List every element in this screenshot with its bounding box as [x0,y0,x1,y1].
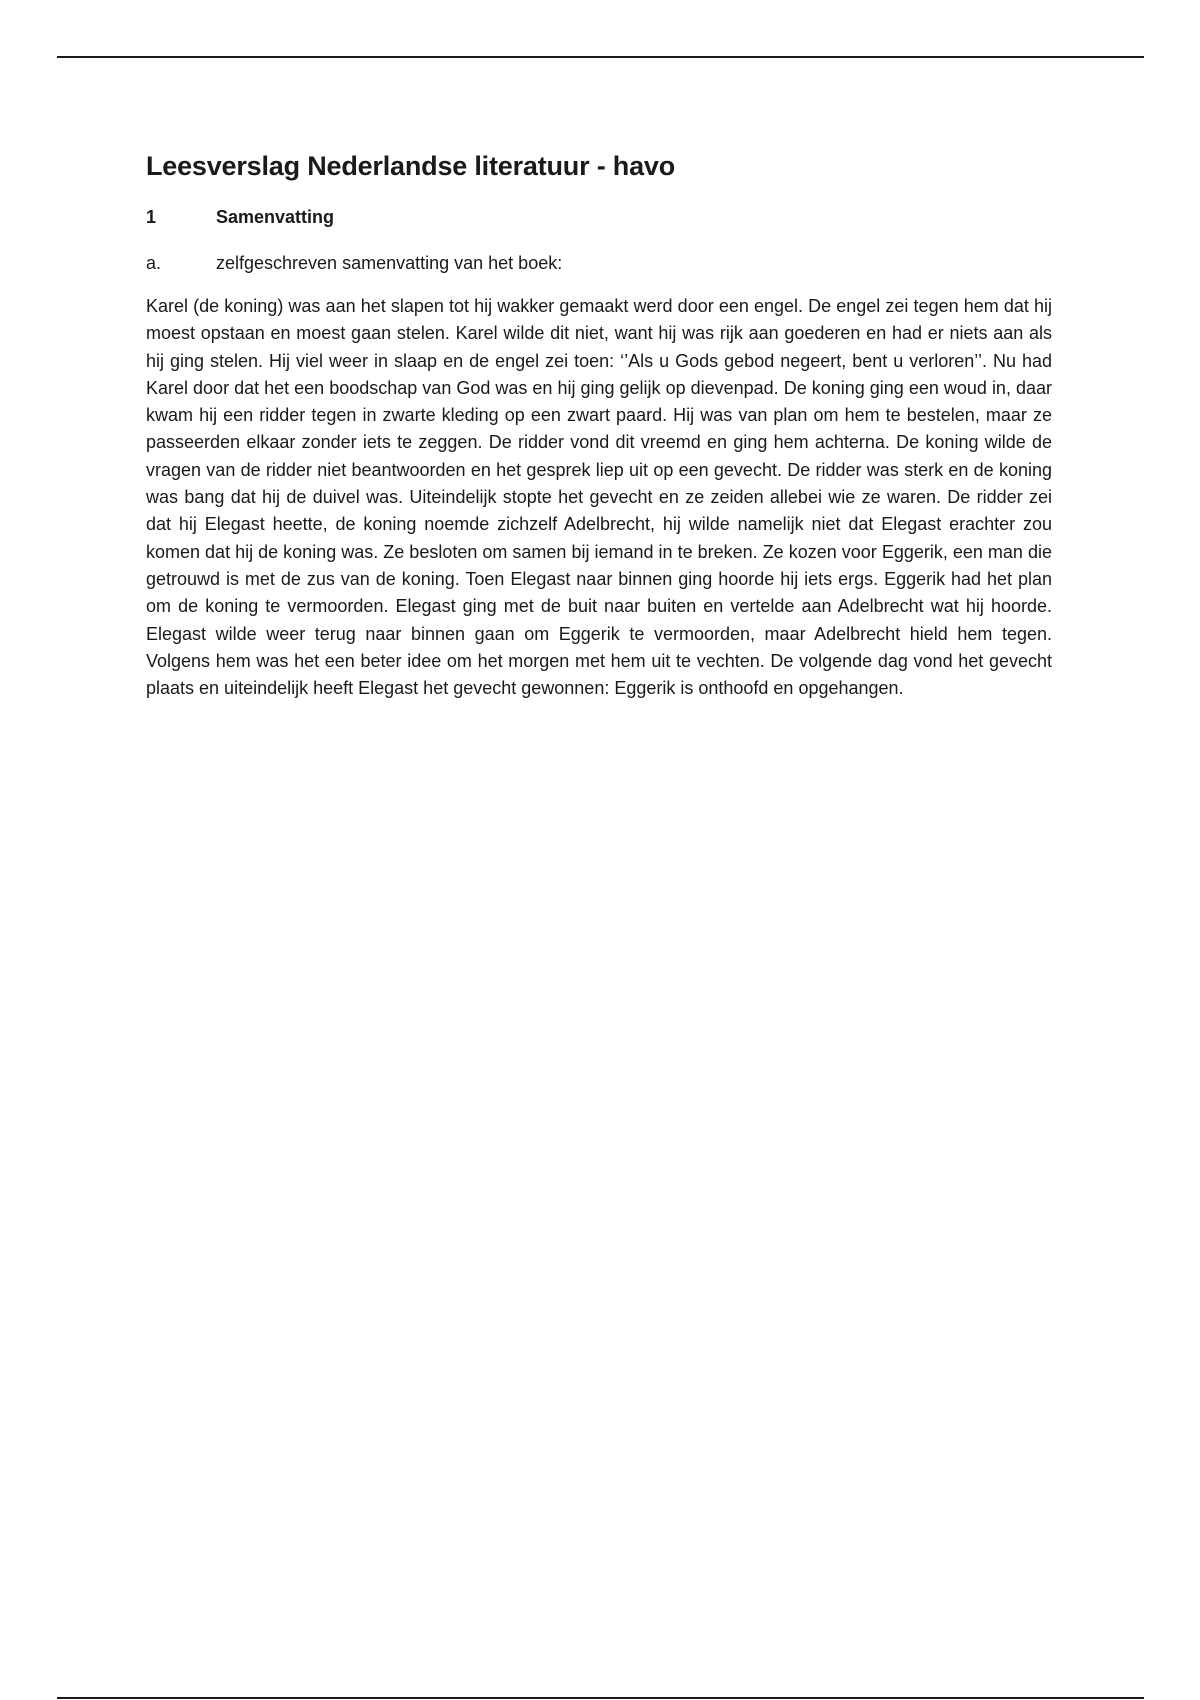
section-heading [146,204,1052,230]
section-number: 1 [146,207,157,227]
subitem-letter: a. [146,253,162,273]
document-title: Leesverslag Nederlandse literatuur - havo [146,151,676,181]
header-rule [57,56,1144,58]
subitem [146,250,1052,276]
subitem-label: zelfgeschreven samenvatting van het boek: [216,253,563,273]
footer-rule [57,1697,1144,1699]
section-title: Samenvatting [216,207,335,227]
summary-paragraph: Karel (de koning) was aan het slapen tot hij wakker gemaakt werd door een engel. De engel zei tegen hem dat hij moest opstaan en moest gaan stelen. Karel wilde dit niet, want hij was rijk aan goederen en had er niets aan als hij ging stelen. Hij viel weer in slaap en de engel zei toen: ‘’Als u Gods gebod negeert, bent u verloren’’. Nu had Karel door dat het een boodschap van God was en hij ging gelijk op dievenpad. De koning ging een woud in, daar kwam hij een ridder tegen in zwarte kleding op een zwart paard. Hij was van plan om hem te bestelen, maar ze passeerden elkaar zonder iets te zeggen. De ridder vond dit vreemd en ging hem achterna. De koning wilde de vragen van de ridder niet beantwoorden en het gesprek liep uit op een gevecht. De ridder was sterk en de koning was bang dat hij de duivel was. Uiteindelijk stopte het gevecht en ze zeiden allebei wie ze waren. De ridder zei dat hij Elegast heette, de koning noemde zichzelf Adelbrecht, hij wilde namelijk niet dat Elegast erachter zou komen dat hij de koning was. Ze besloten om samen bij iemand in te breken. Ze kozen voor Eggerik, een man die getrouwd is met de zus van de koning. Toen Elegast naar binnen ging hoorde hij iets ergs. Eggerik had het plan om de koning te vermoorden. Elegast ging met de buit naar buiten en vertelde aan Adelbrecht wat hij hoorde. Elegast wilde weer terug naar binnen gaan om Eggerik te vermoorden, maar Adelbrecht hield hem tegen. Volgens hem was het een beter idee om het morgen met hem uit te vechten. De volgende dag vond het gevecht plaats en uiteindelijk heeft Elegast het gevecht gewonnen: Eggerik is onthoofd en opgehangen. [146,296,1052,699]
document-body [146,148,1052,702]
